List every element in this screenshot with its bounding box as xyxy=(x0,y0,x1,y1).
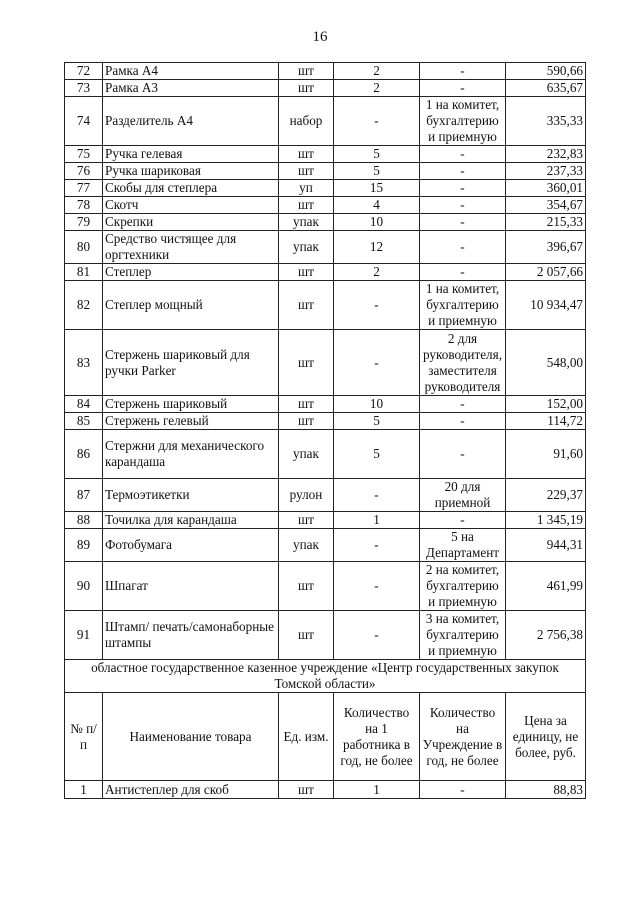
qty-per-worker: 15 xyxy=(334,180,420,197)
unit: упак xyxy=(279,214,334,231)
qty-per-worker: - xyxy=(334,97,420,146)
table-row xyxy=(65,430,586,479)
unit-price: 114,72 xyxy=(506,413,586,430)
item-name: Ручка шариковая xyxy=(103,163,279,180)
unit: шт xyxy=(279,396,334,413)
unit-price: 237,33 xyxy=(506,163,586,180)
item-name: Средство чистящее для оргтехники xyxy=(103,231,279,264)
row-number: 85 xyxy=(65,413,103,430)
qty-per-institution: - xyxy=(420,396,506,413)
unit: шт xyxy=(279,80,334,97)
unit-price: 232,83 xyxy=(506,146,586,163)
page-number: 16 xyxy=(312,29,328,45)
table-row xyxy=(65,413,586,430)
table-row xyxy=(65,146,586,163)
qty-per-worker: - xyxy=(334,562,420,611)
qty-per-institution: - xyxy=(420,214,506,231)
qty-per-worker: 10 xyxy=(334,214,420,231)
table-row xyxy=(65,330,586,396)
unit: упак xyxy=(279,231,334,264)
header-unit: Ед. изм. xyxy=(279,693,334,781)
item-name: Рамка А3 xyxy=(103,80,279,97)
header-price: Цена за единицу, не более, руб. xyxy=(506,693,586,781)
unit-price: 215,33 xyxy=(506,214,586,231)
qty-per-worker: 12 xyxy=(334,231,420,264)
item-name: Ручка гелевая xyxy=(103,146,279,163)
row-number: 84 xyxy=(65,396,103,413)
unit-price: 335,33 xyxy=(506,97,586,146)
row-number: 75 xyxy=(65,146,103,163)
unit: уп xyxy=(279,180,334,197)
row-number: 89 xyxy=(65,529,103,562)
qty-per-worker: 5 xyxy=(334,146,420,163)
header-num: № п/п xyxy=(65,693,103,781)
qty-per-institution: - xyxy=(420,180,506,197)
item-name: Шпагат xyxy=(103,562,279,611)
qty-per-institution: 1 на комитет, бухгалтерию и приемную xyxy=(420,281,506,330)
qty-per-institution: - xyxy=(420,413,506,430)
unit-price: 548,00 xyxy=(506,330,586,396)
qty-per-worker: 2 xyxy=(334,264,420,281)
qty-per-institution: 2 на комитет, бухгалтерию и приемную xyxy=(420,562,506,611)
item-name: Разделитель А4 xyxy=(103,97,279,146)
unit-price: 2 756,38 xyxy=(506,611,586,660)
table-row xyxy=(65,512,586,529)
table-row xyxy=(65,611,586,660)
table-row xyxy=(65,781,586,799)
table-row xyxy=(65,63,586,80)
item-name: Стержень шариковый для ручки Parker xyxy=(103,330,279,396)
qty-per-institution: - xyxy=(420,146,506,163)
item-name: Точилка для карандаша xyxy=(103,512,279,529)
row-number: 88 xyxy=(65,512,103,529)
item-name: Стержень гелевый xyxy=(103,413,279,430)
qty-per-institution: 5 на Департамент xyxy=(420,529,506,562)
item-name: Скобы для степлера xyxy=(103,180,279,197)
item-name: Штамп/ печать/самонаборные штампы xyxy=(103,611,279,660)
unit: шт xyxy=(279,197,334,214)
qty-per-worker: 1 xyxy=(334,781,420,799)
item-name: Стержни для механического карандаша xyxy=(103,430,279,479)
row-number: 87 xyxy=(65,479,103,512)
qty-per-institution: - xyxy=(420,63,506,80)
qty-per-worker: 2 xyxy=(334,80,420,97)
qty-per-worker: 5 xyxy=(334,430,420,479)
unit-price: 152,00 xyxy=(506,396,586,413)
table-row xyxy=(65,214,586,231)
item-name: Скотч xyxy=(103,197,279,214)
qty-per-worker: - xyxy=(334,529,420,562)
row-number: 72 xyxy=(65,63,103,80)
row-number: 79 xyxy=(65,214,103,231)
qty-per-institution: - xyxy=(420,231,506,264)
unit-price: 10 934,47 xyxy=(506,281,586,330)
unit: шт xyxy=(279,611,334,660)
qty-per-institution: - xyxy=(420,197,506,214)
unit-price: 91,60 xyxy=(506,430,586,479)
unit-price: 88,83 xyxy=(506,781,586,799)
unit: шт xyxy=(279,781,334,799)
table-row xyxy=(65,562,586,611)
supplies-table xyxy=(64,62,586,799)
qty-per-worker: - xyxy=(334,479,420,512)
qty-per-worker: - xyxy=(334,611,420,660)
item-name: Рамка А4 xyxy=(103,63,279,80)
table-row xyxy=(65,163,586,180)
qty-per-institution: 3 на комитет, бухгалтерию и приемную xyxy=(420,611,506,660)
unit: рулон xyxy=(279,479,334,512)
table-row xyxy=(65,479,586,512)
header-qty-per-institution: Количество на Учреждение в год, не более xyxy=(420,693,506,781)
unit: шт xyxy=(279,281,334,330)
table-row xyxy=(65,97,586,146)
item-name: Скрепки xyxy=(103,214,279,231)
qty-per-worker: - xyxy=(334,330,420,396)
item-name: Степлер xyxy=(103,264,279,281)
item-name: Антистеплер для скоб xyxy=(103,781,279,799)
qty-per-institution: - xyxy=(420,163,506,180)
table-row xyxy=(65,529,586,562)
qty-per-institution: 20 для приемной xyxy=(420,479,506,512)
row-number: 76 xyxy=(65,163,103,180)
table-row xyxy=(65,396,586,413)
qty-per-worker: 2 xyxy=(334,63,420,80)
row-number: 81 xyxy=(65,264,103,281)
unit-price: 396,67 xyxy=(506,231,586,264)
qty-per-institution: - xyxy=(420,430,506,479)
row-number: 91 xyxy=(65,611,103,660)
qty-per-worker: 4 xyxy=(334,197,420,214)
table-row xyxy=(65,80,586,97)
table-row xyxy=(65,264,586,281)
table-row xyxy=(65,231,586,264)
table-row xyxy=(65,281,586,330)
table-row xyxy=(65,180,586,197)
row-number: 78 xyxy=(65,197,103,214)
row-number: 90 xyxy=(65,562,103,611)
unit: упак xyxy=(279,430,334,479)
unit: шт xyxy=(279,264,334,281)
qty-per-worker: - xyxy=(334,281,420,330)
qty-per-worker: 1 xyxy=(334,512,420,529)
table-header-row xyxy=(65,693,586,781)
table-row xyxy=(65,197,586,214)
unit: набор xyxy=(279,97,334,146)
unit-price: 635,67 xyxy=(506,80,586,97)
unit-price: 360,01 xyxy=(506,180,586,197)
unit-price: 2 057,66 xyxy=(506,264,586,281)
unit: шт xyxy=(279,163,334,180)
unit: упак xyxy=(279,529,334,562)
item-name: Степлер мощный xyxy=(103,281,279,330)
qty-per-institution: - xyxy=(420,264,506,281)
qty-per-worker: 10 xyxy=(334,396,420,413)
unit: шт xyxy=(279,146,334,163)
row-number: 80 xyxy=(65,231,103,264)
unit-price: 461,99 xyxy=(506,562,586,611)
qty-per-worker: 5 xyxy=(334,413,420,430)
item-name: Стержень шариковый xyxy=(103,396,279,413)
unit-price: 1 345,19 xyxy=(506,512,586,529)
unit: шт xyxy=(279,330,334,396)
row-number: 77 xyxy=(65,180,103,197)
qty-per-worker: 5 xyxy=(334,163,420,180)
unit: шт xyxy=(279,512,334,529)
qty-per-institution: - xyxy=(420,80,506,97)
unit-price: 944,31 xyxy=(506,529,586,562)
row-number: 83 xyxy=(65,330,103,396)
row-number: 86 xyxy=(65,430,103,479)
header-name: Наименование товара xyxy=(103,693,279,781)
qty-per-institution: - xyxy=(420,512,506,529)
unit: шт xyxy=(279,63,334,80)
header-qty-per-worker: Количество на 1 работника в год, не более xyxy=(334,693,420,781)
row-number: 73 xyxy=(65,80,103,97)
section-title: областное государственное казенное учреждение «Центр государственных закупок Томской области» xyxy=(65,660,586,693)
unit-price: 354,67 xyxy=(506,197,586,214)
row-number: 1 xyxy=(65,781,103,799)
unit-price: 229,37 xyxy=(506,479,586,512)
row-number: 82 xyxy=(65,281,103,330)
section-row xyxy=(65,660,586,693)
row-number: 74 xyxy=(65,97,103,146)
item-name: Термоэтикетки xyxy=(103,479,279,512)
unit-price: 590,66 xyxy=(506,63,586,80)
qty-per-institution: 2 для руководителя, заместителя руководителя xyxy=(420,330,506,396)
item-name: Фотобумага xyxy=(103,529,279,562)
unit: шт xyxy=(279,562,334,611)
qty-per-institution: - xyxy=(420,781,506,799)
unit: шт xyxy=(279,413,334,430)
qty-per-institution: 1 на комитет, бухгалтерию и приемную xyxy=(420,97,506,146)
